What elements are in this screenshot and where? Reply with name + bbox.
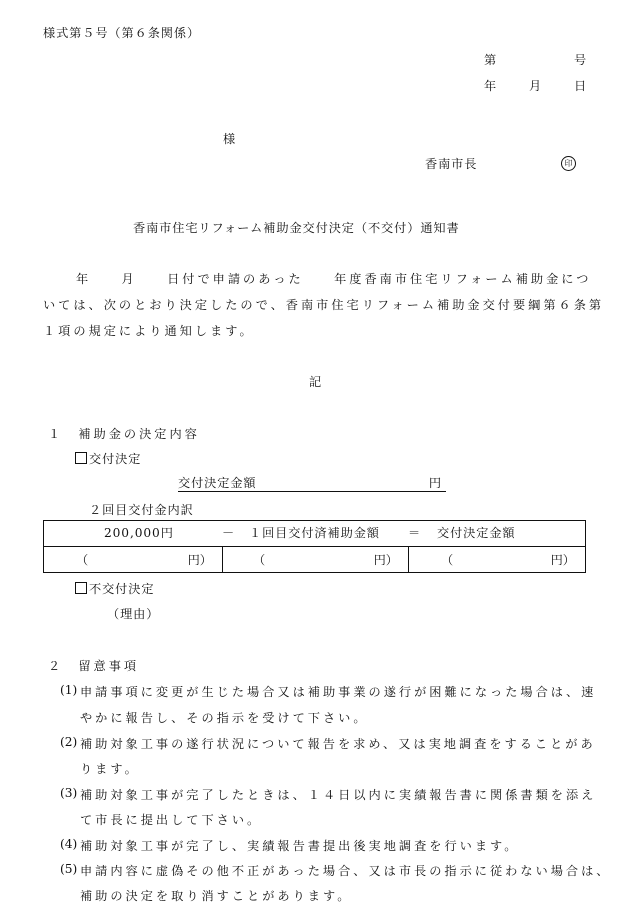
item-5-line1: 申請内容に虚偽その他不正があった場合、又は市長の指示に従わない場合は、 <box>80 864 612 878</box>
item-1-line1: 申請事項に変更が生じた場合又は補助事業の遂行が困難になった場合は、速 <box>80 685 597 699</box>
doc-number-prefix: 第 <box>484 53 497 67</box>
item-1-num: (1) <box>60 683 78 697</box>
table-header-row <box>44 521 586 547</box>
result-label: 交付決定金額 <box>437 526 516 540</box>
date-day: 日 <box>574 79 587 93</box>
body-line-3: １項の規定により通知します。 <box>43 324 255 338</box>
nongrant-checkbox-label: 不交付決定 <box>89 582 155 596</box>
reason-label: （理由） <box>107 607 160 621</box>
grant-amount-unit: 円 <box>428 476 442 490</box>
second-breakdown-label: ２回目交付金内訳 <box>89 503 194 517</box>
item-5-num: (5) <box>60 862 78 876</box>
result-value-cell[interactable] <box>409 547 586 573</box>
item-3-line1: 補助対象工事が完了したときは、１４日以内に実績報告書に関係書類を添え <box>80 788 597 802</box>
sender-title: 香南市長 <box>425 157 478 171</box>
body-line-1: 年 月 日付で申請のあった 年度香南市住宅リフォーム補助金につ <box>76 272 592 286</box>
ki-heading: 記 <box>309 375 322 389</box>
seal-icon: 印 <box>561 156 576 171</box>
base-amount: 200,000円 <box>104 526 174 540</box>
base-value-cell[interactable] <box>44 547 223 573</box>
addressee-suffix: 様 <box>223 132 236 146</box>
first-paid-label: １回目交付済補助金額 <box>249 526 380 540</box>
table-header-cell <box>44 521 586 547</box>
item-2-line2: ります。 <box>80 762 140 776</box>
item-5-line2: 補助の決定を取り消すことがあります。 <box>80 889 353 903</box>
item-3-num: (3) <box>60 786 78 800</box>
first-paid-value-cell[interactable] <box>223 547 409 573</box>
item-4-num: (4) <box>60 837 78 851</box>
item-2-num: (2) <box>60 735 78 749</box>
minus-sign: － <box>222 526 236 540</box>
doc-number-suffix: 号 <box>574 53 587 67</box>
paren-close: 円） <box>373 553 398 567</box>
grant-amount-field[interactable] <box>178 475 446 492</box>
grant-amount-line <box>178 475 446 492</box>
body-line-2: いては、次のとおり決定したので、香南市住宅リフォーム補助金交付要綱第６条第 <box>43 298 605 312</box>
date-month: 月 <box>529 79 542 93</box>
paren-open: （ <box>253 553 266 567</box>
paren-open: （ <box>76 553 89 567</box>
document-title: 香南市住宅リフォーム補助金交付決定（不交付）通知書 <box>133 221 460 235</box>
section2-heading: ２ 留意事項 <box>48 659 140 673</box>
date-year: 年 <box>484 79 497 93</box>
grant-checkbox-label: 交付決定 <box>89 452 142 466</box>
item-4-line1: 補助対象工事が完了し、実績報告書提出後実地調査を行います。 <box>80 839 520 853</box>
nongrant-option <box>75 580 154 597</box>
paren-close: 円） <box>550 553 575 567</box>
grant-amount-label: 交付決定金額 <box>178 476 257 490</box>
section1-heading: １ 補助金の決定内容 <box>48 427 200 441</box>
breakdown-table <box>43 520 586 573</box>
paren-close: 円） <box>187 553 212 567</box>
item-2-line1: 補助対象工事の遂行状況について報告を求め、又は実地調査をすることがあ <box>80 737 596 751</box>
equals-sign: ＝ <box>408 526 422 540</box>
grant-checkbox[interactable] <box>75 452 87 464</box>
grant-option <box>75 450 141 467</box>
nongrant-checkbox[interactable] <box>75 582 87 594</box>
paren-open: （ <box>441 553 454 567</box>
item-3-line2: て市長に提出して下さい。 <box>80 813 263 827</box>
item-1-line2: やかに報告し、その指示を受けて下さい。 <box>80 711 369 725</box>
form-label: 様式第５号（第６条関係） <box>43 26 201 40</box>
seal-mark <box>561 155 576 171</box>
table-value-row <box>44 547 586 573</box>
